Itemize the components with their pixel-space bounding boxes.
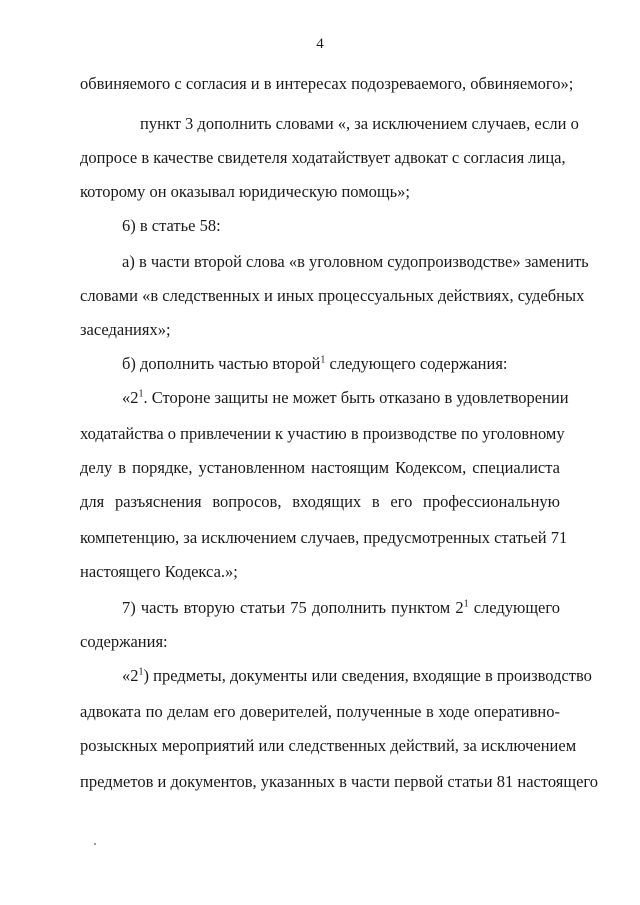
text-segment: «2: [122, 666, 139, 685]
text-line-19: адвоката по делам его доверителей, полученные в ходе оперативно-: [80, 702, 560, 721]
text-line-5: 6) в статье 58:: [122, 216, 221, 235]
text-segment: б) дополнить частью второй: [122, 354, 321, 373]
text-line-11: ходатайства о привлечении к участию в производстве по уголовному: [80, 424, 565, 443]
text-line-10: [122, 388, 569, 408]
text-line-20: розыскных мероприятий или следственных действий, за исключением: [80, 736, 577, 755]
superscript: 1: [320, 354, 326, 366]
text-line-14: компетенцию, за исключением случаев, предусмотренных статьей 71: [80, 528, 568, 547]
text-line-17: содержания:: [80, 632, 168, 651]
text-segment: следующего: [468, 598, 560, 617]
text-segment: «2: [122, 388, 139, 407]
superscript: 1: [463, 598, 469, 610]
text-line-21: предметов и документов, указанных в части первой статьи 81 настоящего: [80, 772, 598, 791]
text-segment: . Стороне защиты не может быть отказано в удовлетворении: [143, 388, 569, 407]
text-line-9: [122, 354, 560, 374]
text-line-8: заседаниях»;: [80, 320, 171, 339]
text-line-2: пункт 3 дополнить словами «, за исключением случаев, если о: [140, 114, 579, 133]
text-line-13: для разъяснения вопросов, входящих в его профессиональную: [80, 492, 560, 511]
text-line-4: которому он оказывал юридическую помощь»;: [80, 182, 410, 201]
page-number: 4: [316, 36, 324, 52]
text-line-7: словами «в следственных и иных процессуальных действиях, судебных: [80, 286, 585, 305]
text-line-6: а) в части второй слова «в уголовном судопроизводстве» заменить: [122, 252, 589, 271]
text-segment: следующего содержания:: [325, 354, 508, 373]
superscript: 1: [138, 388, 144, 400]
text-segment: ) предметы, документы или сведения, входящие в производство: [143, 666, 592, 685]
text-line-12: делу в порядке, установленном настоящим Кодексом, специалиста: [80, 458, 560, 477]
text-line-15: настоящего Кодекса.»;: [80, 562, 238, 581]
text-line-18: [122, 666, 592, 686]
text-segment: 7) часть вторую статьи 75 дополнить пунктом 2: [122, 598, 464, 617]
text-line-3: допросе в качестве свидетеля ходатайствует адвокат с согласия лица,: [80, 148, 566, 167]
text-line-16: [122, 598, 560, 618]
superscript: 1: [138, 666, 144, 678]
text-line-1: обвиняемого с согласия и в интересах подозреваемого, обвиняемого»;: [80, 74, 574, 93]
scan-speck: [94, 843, 96, 845]
